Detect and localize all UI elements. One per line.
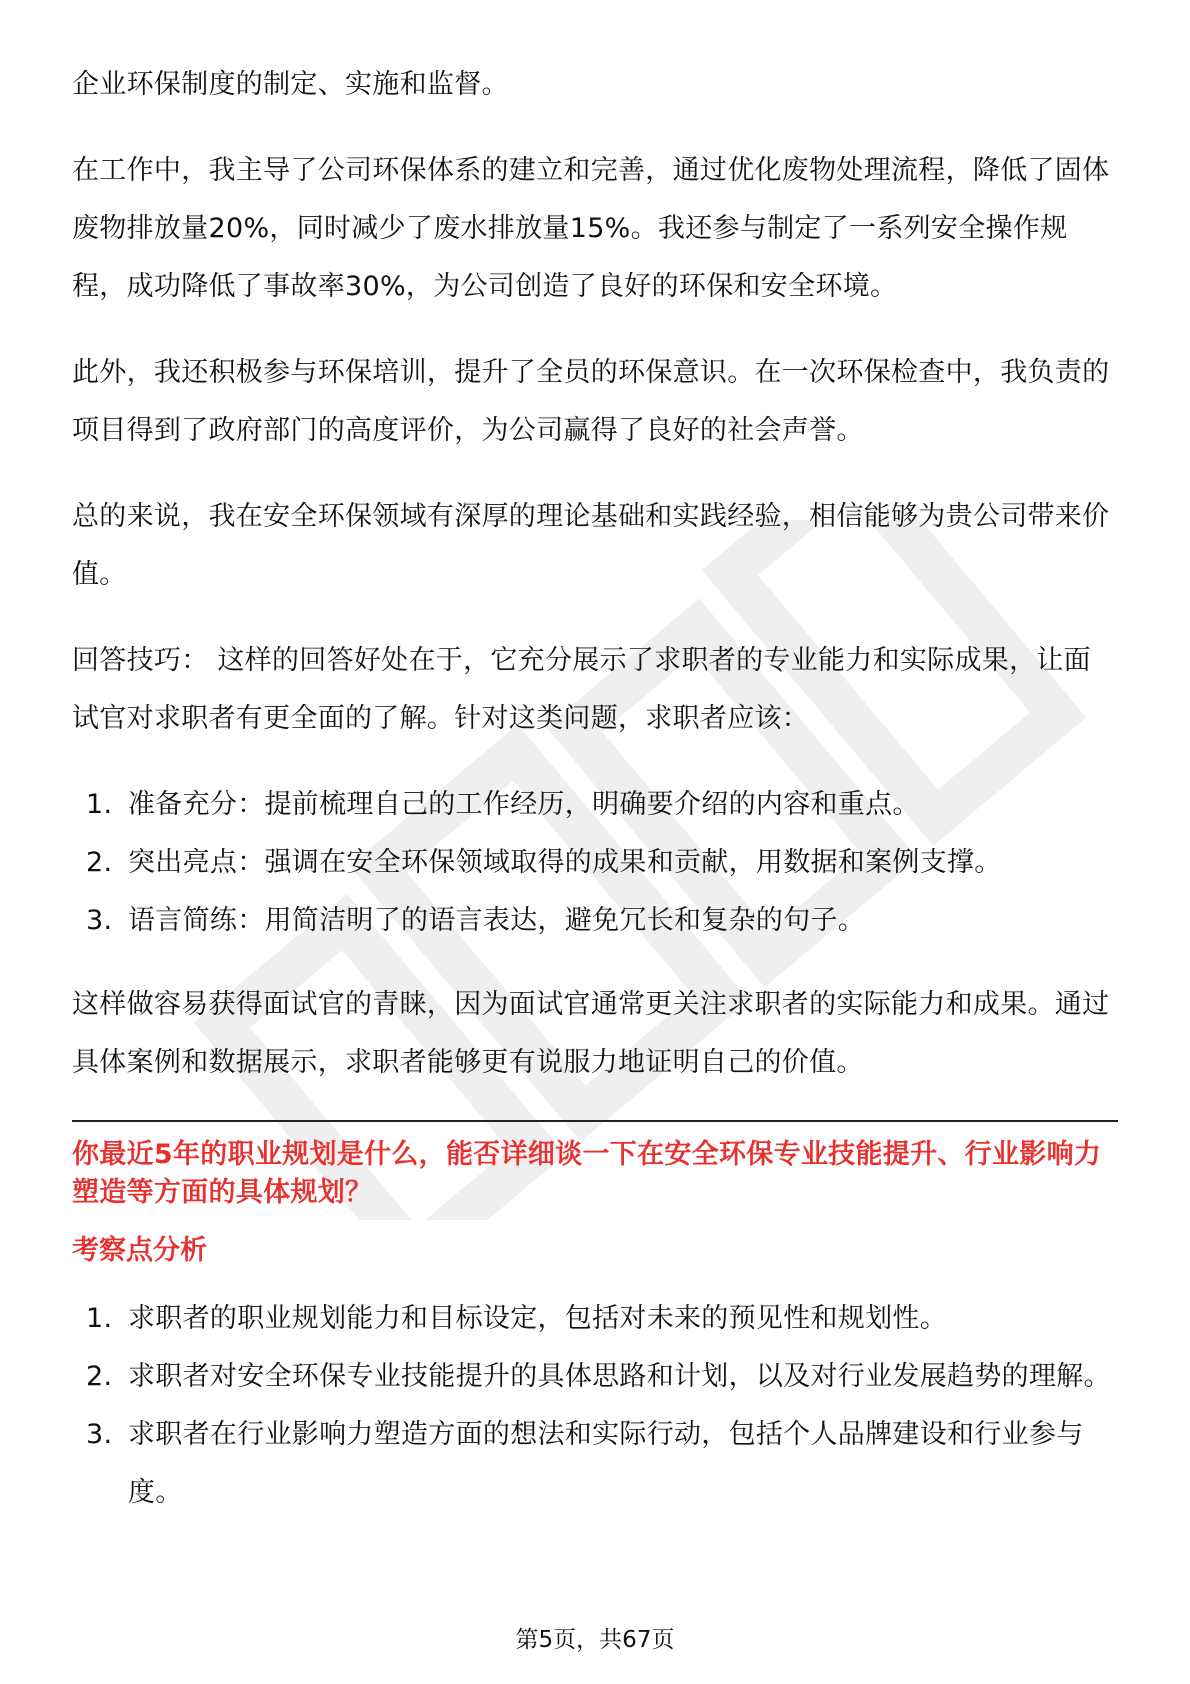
- list-item: [72, 1406, 1118, 1522]
- list-item-text: 准备充分：提前梳理自己的工作经历，明确要介绍的内容和重点。: [128, 789, 920, 820]
- list-item-number: 3.: [86, 905, 113, 936]
- tips-list: [72, 776, 1118, 950]
- paragraph-intro-fragment: 企业环保制度的制定、实施和监督。: [72, 69, 509, 100]
- paragraph-answer-tips: 回答技巧： 这样的回答好处在于，它充分展示了求职者的专业能力和实际成果，让面试官对求职者有更全面的了解。针对这类问题，求职者应该：: [72, 645, 1091, 734]
- list-item: [72, 776, 1118, 834]
- paragraph-summary: 总的来说，我在安全环保领域有深厚的理论基础和实践经验，相信能够为贵公司带来价值。: [72, 501, 1110, 590]
- list-item-number: 2.: [86, 1361, 113, 1392]
- list-item-number: 1.: [86, 1303, 113, 1334]
- paragraph-work-achievements: 在工作中，我主导了公司环保体系的建立和完善，通过优化废物处理流程，降低了固体废物排放量20%，同时减少了废水排放量15%。我还参与制定了一系列安全操作规程，成功降低了事故率30%，为公司创造了良好的环保和安全环境。: [72, 155, 1110, 302]
- analysis-heading: 考察点分析: [72, 1235, 207, 1266]
- list-item-text: 求职者的职业规划能力和目标设定，包括对未来的预见性和规划性。: [128, 1303, 947, 1334]
- list-item-text: 突出亮点：强调在安全环保领域取得的成果和贡献，用数据和案例支撑。: [128, 847, 1002, 878]
- list-item: [72, 892, 1118, 950]
- question-heading: 你最近5年的职业规划是什么，能否详细谈一下在安全环保专业技能提升、行业影响力塑造等方面的具体规划？: [72, 1139, 1102, 1208]
- list-item-text: 求职者对安全环保专业技能提升的具体思路和计划，以及对行业发展趋势的理解。: [128, 1361, 1111, 1392]
- list-item: [72, 834, 1118, 892]
- list-item-text: 求职者在行业影响力塑造方面的想法和实际行动，包括个人品牌建设和行业参与度。: [128, 1419, 1084, 1508]
- paragraph-closing: 这样做容易获得面试官的青睐，因为面试官通常更关注求职者的实际能力和成果。通过具体案例和数据展示，求职者能够更有说服力地证明自己的价值。: [72, 989, 1110, 1078]
- list-item-number: 1.: [86, 789, 113, 820]
- page-footer: 第5页，共67页: [515, 1627, 675, 1653]
- content-area: [72, 56, 1118, 1548]
- analysis-list: [72, 1290, 1118, 1522]
- paragraph-training: 此外，我还积极参与环保培训，提升了全员的环保意识。在一次环保检查中，我负责的项目得到了政府部门的高度评价，为公司赢得了良好的社会声誉。: [72, 357, 1110, 446]
- list-item-number: 3.: [86, 1419, 113, 1450]
- list-item-text: 语言简练：用简洁明了的语言表达，避免冗长和复杂的句子。: [128, 905, 866, 936]
- list-item: [72, 1290, 1118, 1348]
- list-item-number: 2.: [86, 847, 113, 878]
- list-item: [72, 1348, 1118, 1406]
- section-divider: [72, 1120, 1118, 1122]
